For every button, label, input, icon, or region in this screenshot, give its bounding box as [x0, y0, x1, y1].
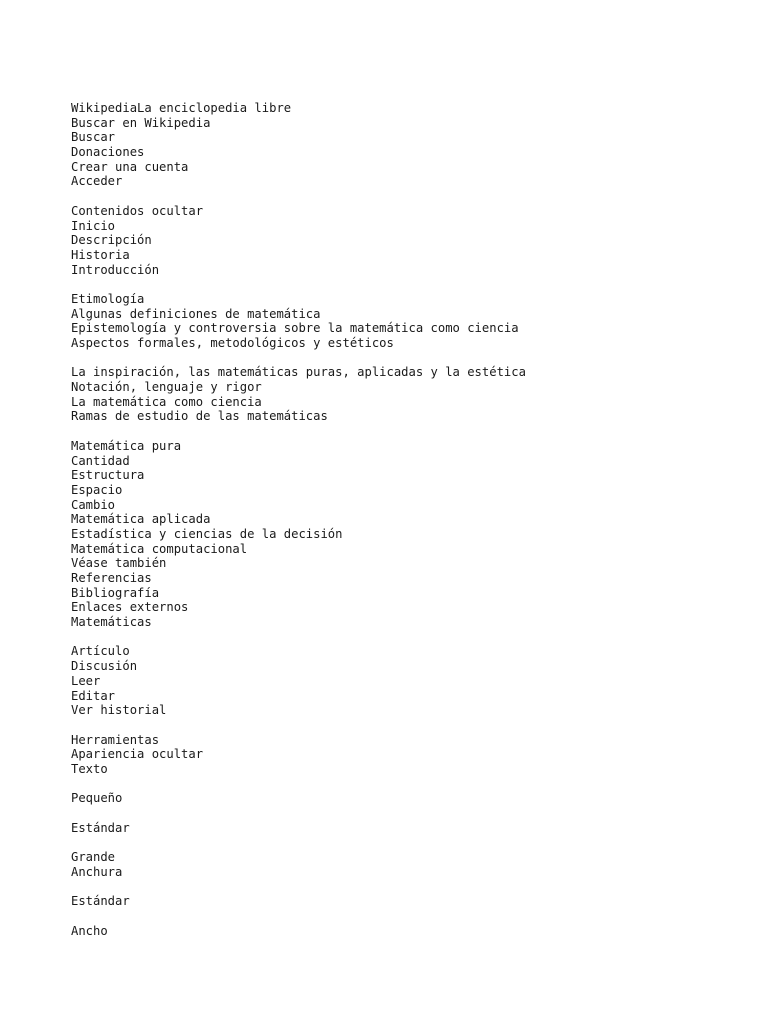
tab-articulo[interactable]: Artículo	[71, 644, 130, 659]
toc-item-computacional[interactable]: Matemática computacional	[71, 541, 248, 556]
toc-item-inspiracion[interactable]: La inspiración, las matemáticas puras, aplicadas y la estética	[71, 365, 526, 380]
width-label: Anchura	[71, 864, 123, 879]
text-size-large-option[interactable]: Grande	[71, 850, 116, 865]
toc-item-definiciones[interactable]: Algunas definiciones de matemática	[71, 306, 321, 321]
toc-item-etimologia[interactable]: Etimología	[71, 291, 145, 306]
view-editar[interactable]: Editar	[71, 688, 116, 703]
toc-item-historia[interactable]: Historia	[71, 247, 130, 262]
view-ver-historial[interactable]: Ver historial	[71, 703, 167, 718]
spacer	[71, 630, 751, 645]
toc-item-estructura[interactable]: Estructura	[71, 468, 145, 483]
spacer	[71, 806, 751, 821]
toc-item-matematica-aplicada[interactable]: Matemática aplicada	[71, 512, 211, 527]
search-label: Buscar en Wikipedia	[71, 115, 211, 130]
text-size-small-option[interactable]: Pequeño	[71, 791, 123, 806]
article-title: Matemáticas	[71, 615, 152, 630]
spacer	[71, 718, 751, 733]
toc-item-descripcion[interactable]: Descripción	[71, 233, 152, 248]
page-text	[71, 101, 751, 938]
search-button[interactable]: Buscar	[71, 130, 116, 145]
tools-menu[interactable]: Herramientas	[71, 732, 160, 747]
appearance-heading[interactable]: Apariencia ocultar	[71, 747, 204, 762]
width-standard-option[interactable]: Estándar	[71, 894, 130, 909]
toc-item-enlaces-externos[interactable]: Enlaces externos	[71, 600, 189, 615]
spacer	[71, 879, 751, 894]
spacer	[71, 424, 751, 439]
view-leer[interactable]: Leer	[71, 673, 101, 688]
donate-link[interactable]: Donaciones	[71, 145, 145, 160]
spacer	[71, 189, 751, 204]
toc-item-cambio[interactable]: Cambio	[71, 497, 116, 512]
toc-item-espacio[interactable]: Espacio	[71, 482, 123, 497]
toc-item-inicio[interactable]: Inicio	[71, 218, 116, 233]
spacer	[71, 777, 751, 792]
toc-item-estadistica[interactable]: Estadística y ciencias de la decisión	[71, 526, 343, 541]
tab-discusion[interactable]: Discusión	[71, 659, 138, 674]
toc-item-matematica-ciencia[interactable]: La matemática como ciencia	[71, 394, 262, 409]
create-account-link[interactable]: Crear una cuenta	[71, 159, 189, 174]
toc-item-aspectos-formales[interactable]: Aspectos formales, metodológicos y estéticos	[71, 336, 394, 350]
text-size-label: Texto	[71, 761, 108, 776]
toc-item-bibliografia[interactable]: Bibliografía	[71, 585, 160, 600]
spacer	[71, 909, 751, 924]
toc-item-epistemologia[interactable]: Epistemología y controversia sobre la matemática como ciencia	[71, 321, 519, 336]
toc-item-matematica-pura[interactable]: Matemática pura	[71, 438, 182, 453]
toc-item-vease-tambien[interactable]: Véase también	[71, 556, 167, 571]
toc-item-ramas[interactable]: Ramas de estudio de las matemáticas	[71, 409, 328, 424]
toc-item-introduccion[interactable]: Introducción	[71, 262, 160, 277]
login-link[interactable]: Acceder	[71, 174, 123, 189]
spacer	[71, 351, 751, 366]
wikipedia-logo-link[interactable]: WikipediaLa enciclopedia libre	[71, 101, 292, 115]
spacer	[71, 277, 751, 292]
spacer	[71, 835, 751, 850]
toc-item-cantidad[interactable]: Cantidad	[71, 453, 130, 468]
toc-heading[interactable]: Contenidos ocultar	[71, 203, 204, 218]
text-size-standard-option[interactable]: Estándar	[71, 820, 130, 835]
toc-item-referencias[interactable]: Referencias	[71, 571, 152, 585]
width-wide-option[interactable]: Ancho	[71, 923, 108, 938]
toc-item-notacion[interactable]: Notación, lenguaje y rigor	[71, 380, 262, 395]
